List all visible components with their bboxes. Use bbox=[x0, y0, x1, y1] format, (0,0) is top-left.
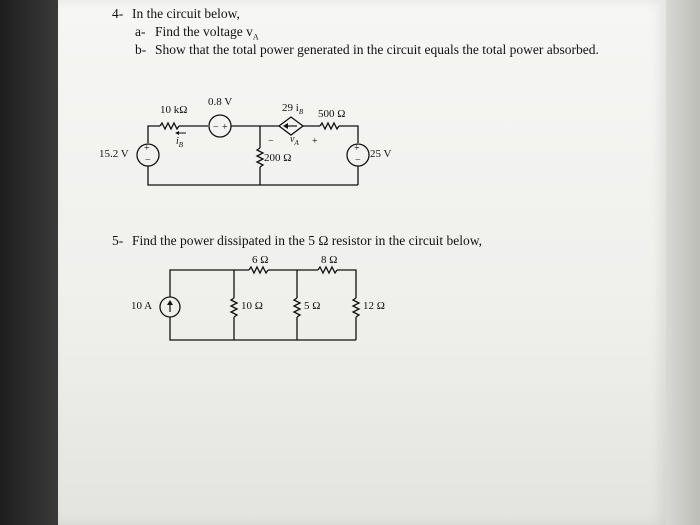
c2-label-5: 5 Ω bbox=[304, 300, 321, 312]
c1-label-va-plus: + bbox=[312, 136, 318, 147]
c2-resistor-12 bbox=[353, 298, 359, 317]
c1-label-va: $v_A$ bbox=[290, 134, 299, 147]
c1-label-500: 500 Ω bbox=[318, 108, 346, 120]
problem4-part-b-letter: b- bbox=[135, 42, 147, 57]
c1-152-minus: − bbox=[145, 155, 151, 166]
c1-wire-top-left bbox=[148, 126, 160, 143]
c1-resistor-500 bbox=[320, 123, 339, 129]
c1-wire-bottom bbox=[148, 166, 358, 185]
c2-label-6: 6 Ω bbox=[252, 254, 269, 266]
c1-152-plus: + bbox=[144, 143, 150, 154]
c1-label-152v: 15.2 V bbox=[99, 148, 129, 160]
c1-label-08v: 0.8 V bbox=[208, 96, 233, 108]
c2-resistor-5 bbox=[294, 298, 300, 317]
c1-resistor-10k bbox=[160, 123, 179, 129]
problem4-number: 4- bbox=[112, 6, 124, 21]
c2-wire-top-right bbox=[337, 270, 356, 298]
c1-label-10k: 10 kΩ bbox=[160, 104, 188, 116]
c2-label-8: 8 Ω bbox=[321, 254, 338, 266]
c1-25-minus: − bbox=[355, 155, 361, 166]
c1-label-va-minus: − bbox=[268, 136, 274, 147]
c1-label-25v: 25 V bbox=[370, 148, 392, 160]
c2-resistor-6 bbox=[249, 267, 268, 273]
c1-25-plus: + bbox=[354, 143, 360, 154]
c2-wire-bottom bbox=[170, 317, 356, 340]
c2-wire-top-left bbox=[170, 270, 249, 297]
c1-label-ib: $i_B$ bbox=[176, 136, 184, 149]
c2-label-10a: 10 A bbox=[131, 300, 153, 312]
c2-resistor-10 bbox=[231, 298, 237, 317]
problem4-part-a-text: Find the voltage $v_A$ bbox=[155, 24, 259, 42]
problem4-heading: In the circuit below, bbox=[132, 6, 240, 21]
c2-resistor-8 bbox=[318, 267, 337, 273]
c1-08-plus: + bbox=[222, 122, 228, 133]
c1-08-minus: − bbox=[213, 122, 219, 133]
c1-resistor-200 bbox=[257, 148, 263, 167]
c2-label-10: 10 Ω bbox=[241, 300, 263, 312]
c1-dep-arrow-head bbox=[283, 123, 288, 129]
problem5-number: 5- bbox=[112, 233, 124, 248]
c1-label-dep: 29 $i_B$ bbox=[282, 102, 304, 117]
c1-wire-top-right bbox=[339, 126, 358, 143]
c2-label-12: 12 Ω bbox=[363, 300, 385, 312]
c1-label-200: 200 Ω bbox=[264, 152, 292, 164]
c2-isrc-arrow-head bbox=[167, 300, 173, 305]
c1-ib-arrow-head bbox=[175, 131, 179, 135]
va-subscript: A bbox=[252, 32, 259, 42]
problem4-part-a-letter: a- bbox=[135, 24, 146, 39]
problem5-text: Find the power dissipated in the 5 Ω resistor in the circuit below, bbox=[132, 233, 482, 248]
problem4-part-b-text: Show that the total power generated in the circuit equals the total power absorbed. bbox=[155, 42, 599, 57]
